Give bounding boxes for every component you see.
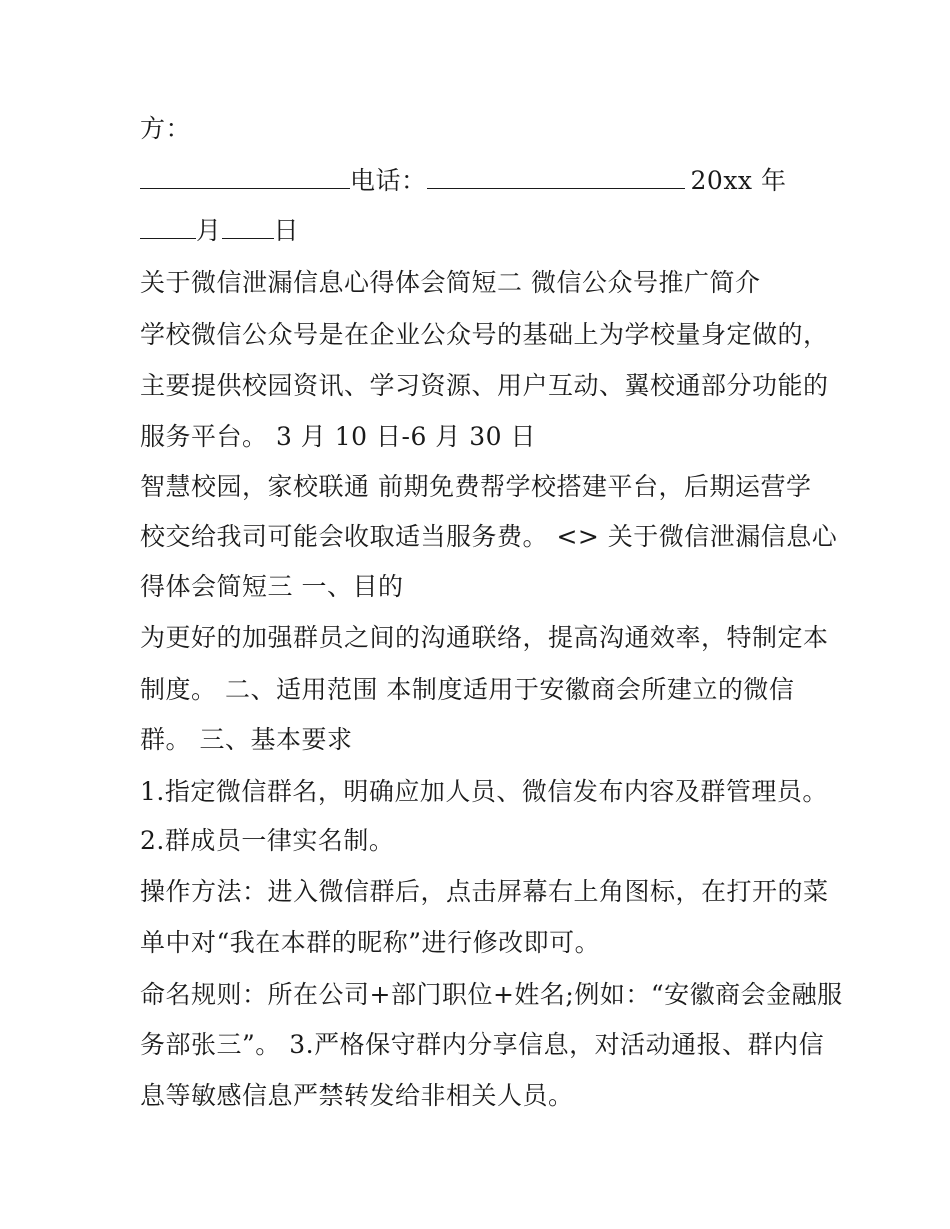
text-line-13: 群。 三、基本要求	[140, 725, 353, 754]
phone-blank	[427, 166, 685, 189]
text-line-19: 务部张三”。 3.严格保守群内分享信息，对活动通报、群内信	[140, 1030, 825, 1059]
month-day-line	[140, 216, 299, 246]
month-label: 月	[196, 216, 222, 245]
text-line-1: 方：	[140, 114, 192, 143]
text-line-17: 单中对“我在本群的昵称”进行修改即可。	[140, 928, 601, 957]
signature-date-line	[140, 166, 786, 196]
day-blank	[222, 216, 274, 239]
text-line-11: 为更好的加强群员之间的沟通联络，提高沟通效率，特制定本	[140, 623, 829, 652]
text-line-6: 主要提供校园资讯、学习资源、用户互动、翼校通部分功能的	[140, 371, 829, 400]
name-blank	[140, 166, 350, 189]
text-line-16: 操作方法：进入微信群后，点击屏幕右上角图标，在打开的菜	[140, 877, 829, 906]
text-line-7: 服务平台。 3 月 10 日-6 月 30 日	[140, 422, 537, 451]
text-line-20: 息等敏感信息严禁转发给非相关人员。	[140, 1081, 574, 1110]
text-line-9: 校交给我司可能会收取适当服务费。 <> 关于微信泄漏信息心	[140, 522, 838, 551]
text-line-10: 得体会简短三 一、目的	[140, 572, 404, 601]
text-line-15: 2.群成员一律实名制。	[140, 826, 395, 855]
month-blank	[140, 216, 196, 239]
phone-label: 电话：	[350, 166, 427, 195]
text-line-4: 关于微信泄漏信息心得体会简短二 微信公众号推广简介	[140, 268, 761, 297]
year-label: 20xx 年	[690, 166, 787, 195]
text-line-14: 1.指定微信群名，明确应加人员、微信发布内容及群管理员。	[140, 777, 828, 806]
day-label: 日	[273, 216, 300, 245]
text-line-12: 制度。 二、适用范围 本制度适用于安徽商会所建立的微信	[140, 675, 795, 704]
text-line-5: 学校微信公众号是在企业公众号的基础上为学校量身定做的，	[140, 320, 829, 349]
text-line-8: 智慧校园，家校联通 前期免费帮学校搭建平台，后期运营学	[140, 472, 812, 501]
text-line-18: 命名规则：所在公司+部门职位+姓名;例如：“安徽商会金融服	[140, 980, 843, 1009]
